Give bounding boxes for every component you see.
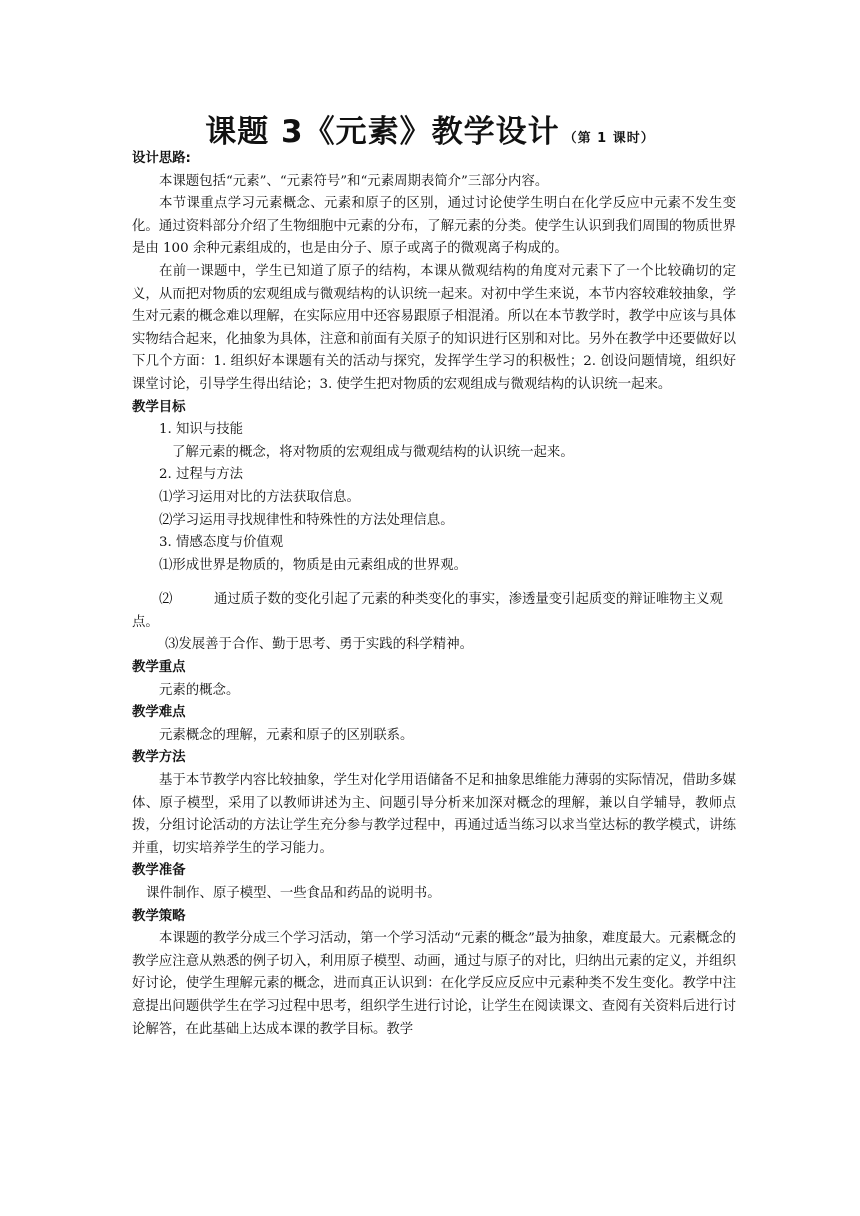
objective-item: 2. 过程与方法 (159, 467, 243, 483)
paragraph: 元素的概念。 (159, 682, 240, 698)
paragraph: 在前一课题中，学生已知道了原子的结构，本课从微观结构的角度对元素下了一个比较确切的定义，从而把对物质的宏观组成与微观结构的认识统一起来。对初中学生来说，本节内容较难较抽象，学生对元素的概念难以理解，在实际应用中还容易跟原子相混淆。所以在本节教学时，教学中应该与具体实物结合起来，化抽象为具体，注意和前面有关原子的知识进行区别和对比。另外在教学中还要做好以下几个方面：1. 组织好本课题有关的活动与探究，发挥学生学习的积极性；2. 创设问题情境，组织好课堂讨论，引导学生得出结论；3. 使学生把对物质的宏观组成与微观结构的认识统一起来。 (132, 263, 736, 392)
subitem-text: 通过质子数的变化引起了元素的种类变化的事实，渗透量变引起质变的辩证唯物主义观点。 (132, 592, 723, 630)
paragraph: 本课题的教学分成三个学习活动，第一个学习活动“元素的概念”最为抽象，难度最大。元素概念的教学应注意从熟悉的例子切入，利用原子模型、动画，通过与原子的对比，归纳出元素的定义，并组织好讨论，使学生理解元素的概念，进而真正认识到：在化学反应反应中元素种类不发生变化。教学中注意提出问题供学生在学习过程中思考，组织学生进行讨论，让学生在阅读课文、查阅有关资料后进行讨论解答，在此基础上达成本课的教学目标。教学 (132, 931, 736, 1037)
heading-teaching-method: 教学方法 (132, 750, 186, 766)
objective-subitem: ⑵学习运用寻找规律性和特殊性的方法处理信息。 (159, 512, 454, 528)
objective-item: 3. 情感态度与价值观 (159, 535, 284, 551)
paragraph: 元素概念的理解，元素和原子的区别联系。 (159, 727, 414, 743)
title-main: 课题 3《元素》教学设计 (205, 114, 560, 150)
document-title (0, 106, 860, 151)
paragraph: 本节课重点学习元素概念、元素和原子的区别，通过讨论使学生明白在化学反应中元素不发生变化。通过资料部分介绍了生物细胞中元素的分布，了解元素的分类。使学生认识到我们周围的物质世界是由 100 余种元素组成的，也是由分子、原子或离子的微观离子构成的。 (132, 196, 736, 257)
objective-subitem: ⑶发展善于合作、勤于思考、勇于实践的科学精神。 (165, 637, 473, 653)
document-body (132, 148, 736, 1041)
paragraph: 基于本节教学内容比较抽象，学生对化学用语储备不足和抽象思维能力薄弱的实际情况，借助多媒体、原子模型，采用了以教师讲述为主、问题引导分析来加深对概念的理解，兼以自学辅导，教师点拨，分组讨论活动的方法让学生充分参与教学过程中，再通过适当练习以求当堂达标的教学模式，讲练并重，切实培养学生的学习能力。 (132, 773, 736, 856)
paragraph: 课件制作、原子模型、一些食品和药品的说明书。 (146, 886, 441, 901)
heading-design-idea: 设计思路: (132, 151, 191, 166)
paragraph: 本课题包括“元素”、“元素符号”和“元素周期表简介”三部分内容。 (159, 173, 549, 189)
objective-subitem (132, 589, 736, 634)
heading-key-points: 教学重点 (132, 660, 186, 676)
heading-preparation: 教学准备 (132, 863, 186, 879)
heading-strategy: 教学策略 (132, 908, 186, 924)
heading-teaching-objectives: 教学目标 (132, 399, 186, 415)
objective-subitem: ⑴形成世界是物质的，物质是由元素组成的世界观。 (159, 557, 467, 573)
title-subtitle: （第 1 课时） (563, 131, 655, 146)
objective-subitem: ⑴学习运用对比的方法获取信息。 (159, 489, 360, 505)
heading-difficulties: 教学难点 (132, 705, 186, 721)
objective-text: 了解元素的概念，将对物质的宏观组成与微观结构的认识统一起来。 (172, 444, 574, 460)
objective-item: 1. 知识与技能 (159, 422, 243, 438)
subitem-number: ⑵ (159, 592, 173, 608)
